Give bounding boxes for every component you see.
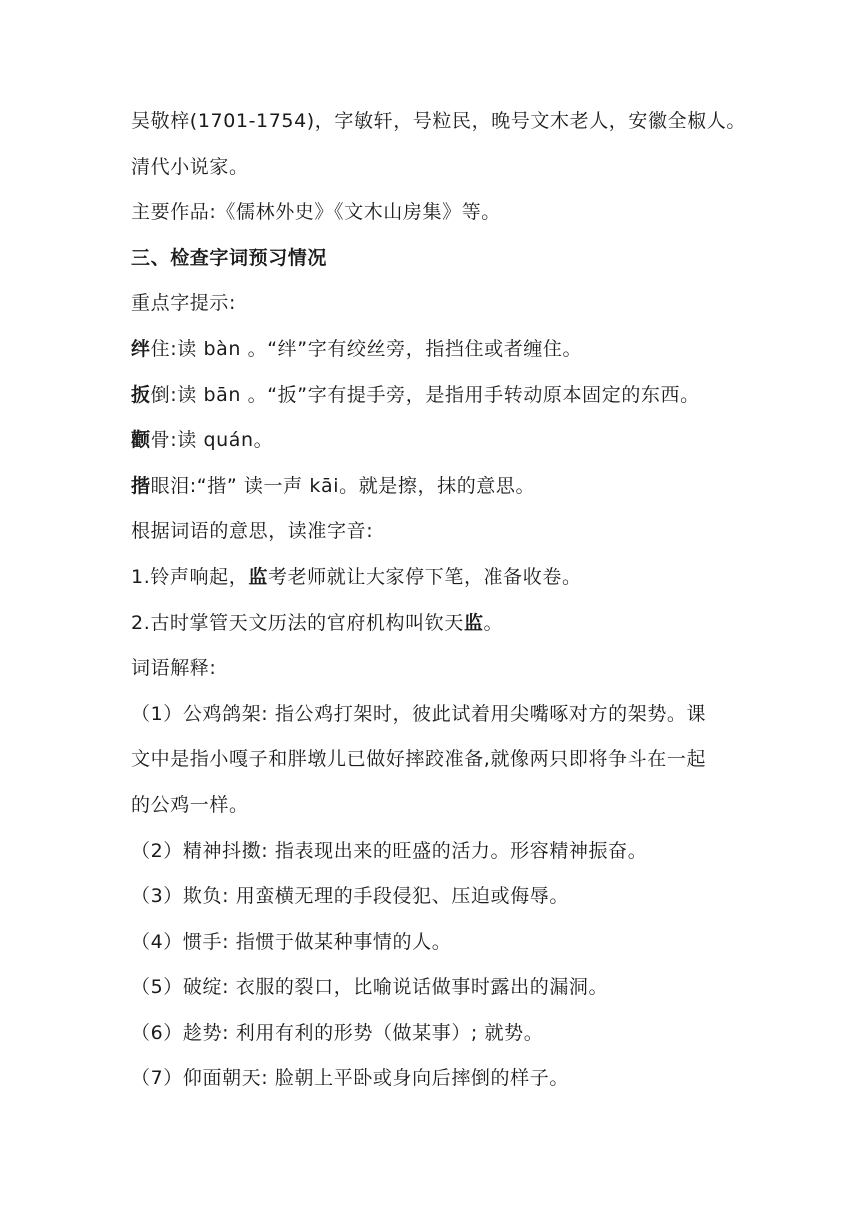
author-intro-line-1: 吴敬梓(1701-1754)，字敏轩，号粒民，晚号文木老人，安徽全椒人。 [131,110,746,132]
sentence-text: 考老师就让大家停下笔，准备收卷。 [267,565,582,588]
vocab-item-7: （7）仰面朝天: 脸朝上平卧或身向后摔倒的样子。 [131,1067,569,1090]
vocab-label: 词语解释: [131,657,217,680]
author-intro-line-2: 清代小说家。 [131,155,249,178]
document-body [131,108,746,1111]
vocab-item-1-line-2: 文中是指小嘎子和胖墩儿已做好摔跤准备,就像两只即将争斗在一起 [131,748,707,771]
key-char-explanation: 骨:读 quán。 [150,429,274,452]
key-char-item [131,336,741,363]
vocab-item-1-line-1: （1）公鸡鸽架: 指公鸡打架时，彼此试着用尖嘴啄对方的架势。课 [131,702,707,725]
sentence-text: 。 [483,611,504,634]
highlight-char: 监 [463,611,484,634]
key-char-explanation: 倒:读 bān 。“扳”字有提手旁，是指用手转动原本固定的东西。 [150,383,700,406]
vocab-item-3: （3）欺负: 用蛮横无理的手段侵犯、压迫或侮辱。 [131,885,569,908]
key-char-explanation: 眼泪:“揩” 读一声 kāi。就是擦，抹的意思。 [150,474,536,497]
highlight-char: 监 [248,565,268,588]
key-char: 颧 [131,429,151,452]
key-char-item [131,473,741,500]
key-char: 扳 [131,383,151,406]
vocab-item-4: （4）惯手: 指惯于做某种事情的人。 [131,930,452,953]
main-works: 主要作品:《儒林外史》《文木山房集》等。 [131,201,501,224]
key-char-explanation: 住:读 bàn 。“绊”字有绞丝旁，指挡住或者缠住。 [150,337,583,360]
key-char: 揩 [131,474,151,497]
example-sentence-1 [131,564,741,591]
sentence-text: 1.铃声响起， [131,565,249,588]
key-char: 绊 [131,337,151,360]
key-char-item [131,382,741,409]
vocab-item-6: （6）趁势: 利用有利的形势（做某事）; 就势。 [131,1021,544,1044]
key-chars-label: 重点字提示: [131,292,237,315]
key-char-item [131,427,741,454]
vocab-item-5: （5）破绽: 衣服的裂口，比喻说话做事时露出的漏洞。 [131,976,609,999]
example-sentence-2 [131,610,741,637]
vocab-item-1-line-3: 的公鸡一样。 [131,793,249,816]
vocab-item-2: （2）精神抖擞: 指表现出来的旺盛的活力。形容精神振奋。 [131,839,648,862]
sentence-text: 2.古时掌管天文历法的官府机构叫钦天 [131,611,464,634]
pronunciation-task: 根据词语的意思，读准字音: [131,520,374,543]
section-heading: 三、检查字词预习情况 [131,246,328,269]
